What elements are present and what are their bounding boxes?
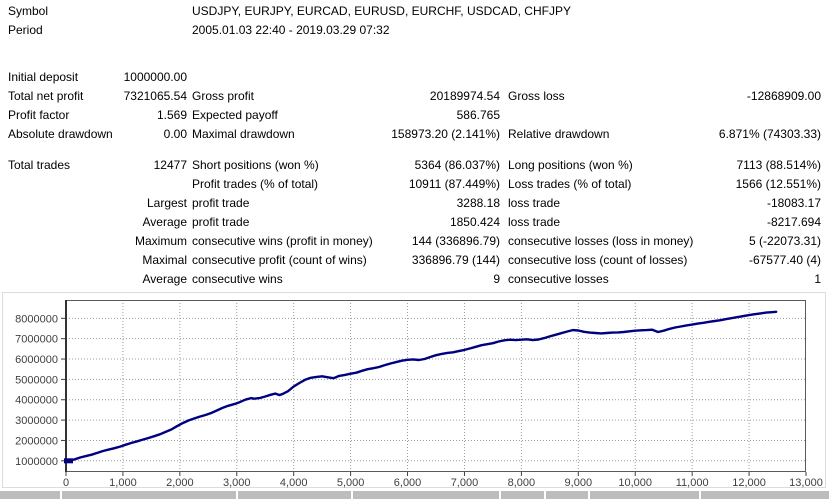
stat-value: 158973.20 (2.141%) (391, 127, 500, 141)
report-row (0, 176, 829, 192)
stat-value: 0.00 (163, 127, 187, 141)
y-tick-label: 4000000 (15, 394, 58, 407)
header-cell-stub (701, 491, 829, 499)
stat-value: 336896.79 (144) (411, 253, 500, 267)
x-tick-label: 1,000 (109, 477, 137, 489)
report-row (0, 126, 829, 142)
report-row (0, 157, 829, 173)
stat-value: Maximal (142, 253, 187, 267)
stat-value: 12477 (153, 158, 187, 172)
stat-label: profit trade (192, 215, 250, 229)
stat-label: Long positions (won %) (508, 158, 633, 172)
stat-value: -12868909.00 (746, 89, 821, 103)
x-tick-label: 9,000 (564, 477, 593, 489)
x-tick-label: 4,000 (279, 477, 308, 489)
stat-value: 7113 (88.514%) (736, 158, 821, 172)
stat-label: Profit trades (% of total) (192, 177, 319, 191)
report-row (0, 214, 829, 230)
x-tick-label: 11,000 (675, 477, 709, 489)
stat-value: 7321065.54 (123, 89, 187, 103)
stat-label: Relative drawdown (508, 127, 610, 141)
x-tick-label: 6,000 (393, 477, 422, 489)
stat-label: loss trade (508, 196, 561, 210)
balance-line (66, 312, 776, 461)
report-row (0, 195, 829, 211)
report-row (0, 271, 829, 287)
report-row (0, 3, 829, 19)
y-tick-label: 6000000 (15, 354, 58, 367)
report-row (0, 252, 829, 268)
stat-value: -18083.17 (766, 196, 821, 210)
report-row (0, 233, 829, 249)
stat-label: Period (8, 23, 43, 37)
stat-value: 3288.18 (456, 196, 500, 210)
header-cell-stub (62, 491, 236, 499)
report-row (0, 107, 829, 123)
stat-value: 586.765 (456, 108, 500, 122)
y-tick-label: 3000000 (15, 415, 58, 428)
stat-value: 1 (814, 272, 821, 286)
stat-label: Short positions (won %) (192, 158, 319, 172)
stat-value: 144 (336896.79) (411, 234, 500, 248)
stat-label: Expected payoff (192, 108, 278, 122)
y-tick-label: 5000000 (15, 374, 58, 387)
balance-chart-canvas (0, 292, 829, 491)
x-tick-label: 13,000 (789, 477, 823, 489)
stat-label: 2005.01.03 22:40 - 2019.03.29 07:32 (192, 23, 390, 37)
stat-value: Maximum (134, 234, 187, 248)
stat-label: Symbol (8, 4, 49, 18)
stat-label: profit trade (192, 196, 250, 210)
stat-value: 1850.424 (449, 215, 500, 229)
stat-value: 1.569 (156, 108, 187, 122)
stat-label: consecutive wins (profit in money) (192, 234, 373, 248)
chart-frame (3, 293, 826, 488)
x-tick-label: 8,000 (507, 477, 536, 489)
stat-label: consecutive losses (loss in money) (508, 234, 694, 248)
stat-label: Total net profit (8, 89, 84, 103)
stat-value: 6.871% (74303.33) (718, 127, 821, 141)
stat-value: 9 (493, 272, 500, 286)
report-row (0, 88, 829, 104)
y-tick-label: 1000000 (15, 455, 58, 468)
plot-border (67, 301, 806, 472)
stat-label: Gross loss (508, 89, 565, 103)
stat-label: consecutive losses (508, 272, 609, 286)
header-cell-stub (546, 491, 588, 499)
header-cell-stub (501, 491, 544, 499)
start-marker (64, 458, 73, 463)
stat-value: Largest (146, 196, 187, 210)
header-cell-stub (353, 491, 499, 499)
stat-label: consecutive wins (192, 272, 283, 286)
stat-label: Total trades (8, 158, 71, 172)
x-tick-label: 5,000 (336, 477, 365, 489)
stat-value: Average (142, 215, 187, 229)
stat-value: 5364 (86.037%) (414, 158, 500, 172)
y-tick-label: 2000000 (15, 435, 58, 448)
x-tick-label: 0 (62, 477, 70, 489)
y-tick-label: 7000000 (15, 333, 58, 346)
header-cell-stub (0, 491, 60, 499)
x-tick-label: 3,000 (223, 477, 251, 489)
report-row (0, 22, 829, 38)
x-tick-label: 7,000 (450, 477, 479, 489)
stat-label: Loss trades (% of total) (508, 177, 632, 191)
x-tick-label: 2,000 (166, 477, 194, 489)
stat-label: USDJPY, EURJPY, EURCAD, EURUSD, EURCHF, USDCAD, CHFJPY (192, 4, 571, 18)
stat-value: -67577.40 (4) (748, 253, 821, 267)
stat-label: consecutive loss (count of losses) (508, 253, 688, 267)
stat-label: consecutive profit (count of wins) (192, 253, 367, 267)
y-tick-label: 8000000 (15, 313, 58, 326)
x-tick-label: 12,000 (732, 477, 766, 489)
stat-label: Gross profit (192, 89, 255, 103)
stat-label: Profit factor (8, 108, 70, 122)
stat-label: Absolute drawdown (8, 127, 113, 141)
report-row (0, 69, 829, 85)
stat-value: Average (142, 272, 187, 286)
header-cell-stub (238, 491, 351, 499)
stat-value: 5 (-22073.31) (748, 234, 821, 248)
x-tick-label: 10,000 (618, 477, 653, 489)
stat-value: 1000000.00 (123, 70, 187, 84)
stat-value: -8217.694 (766, 215, 821, 229)
stat-value: 10911 (87.449%) (408, 177, 500, 191)
stat-value: 20189974.54 (429, 89, 500, 103)
stat-value: 1566 (12.551%) (735, 177, 821, 191)
stat-label: Initial deposit (8, 70, 79, 84)
stat-label: loss trade (508, 215, 561, 229)
header-cell-stub (590, 491, 699, 499)
balance-chart (0, 292, 829, 491)
stat-label: Maximal drawdown (192, 127, 295, 141)
